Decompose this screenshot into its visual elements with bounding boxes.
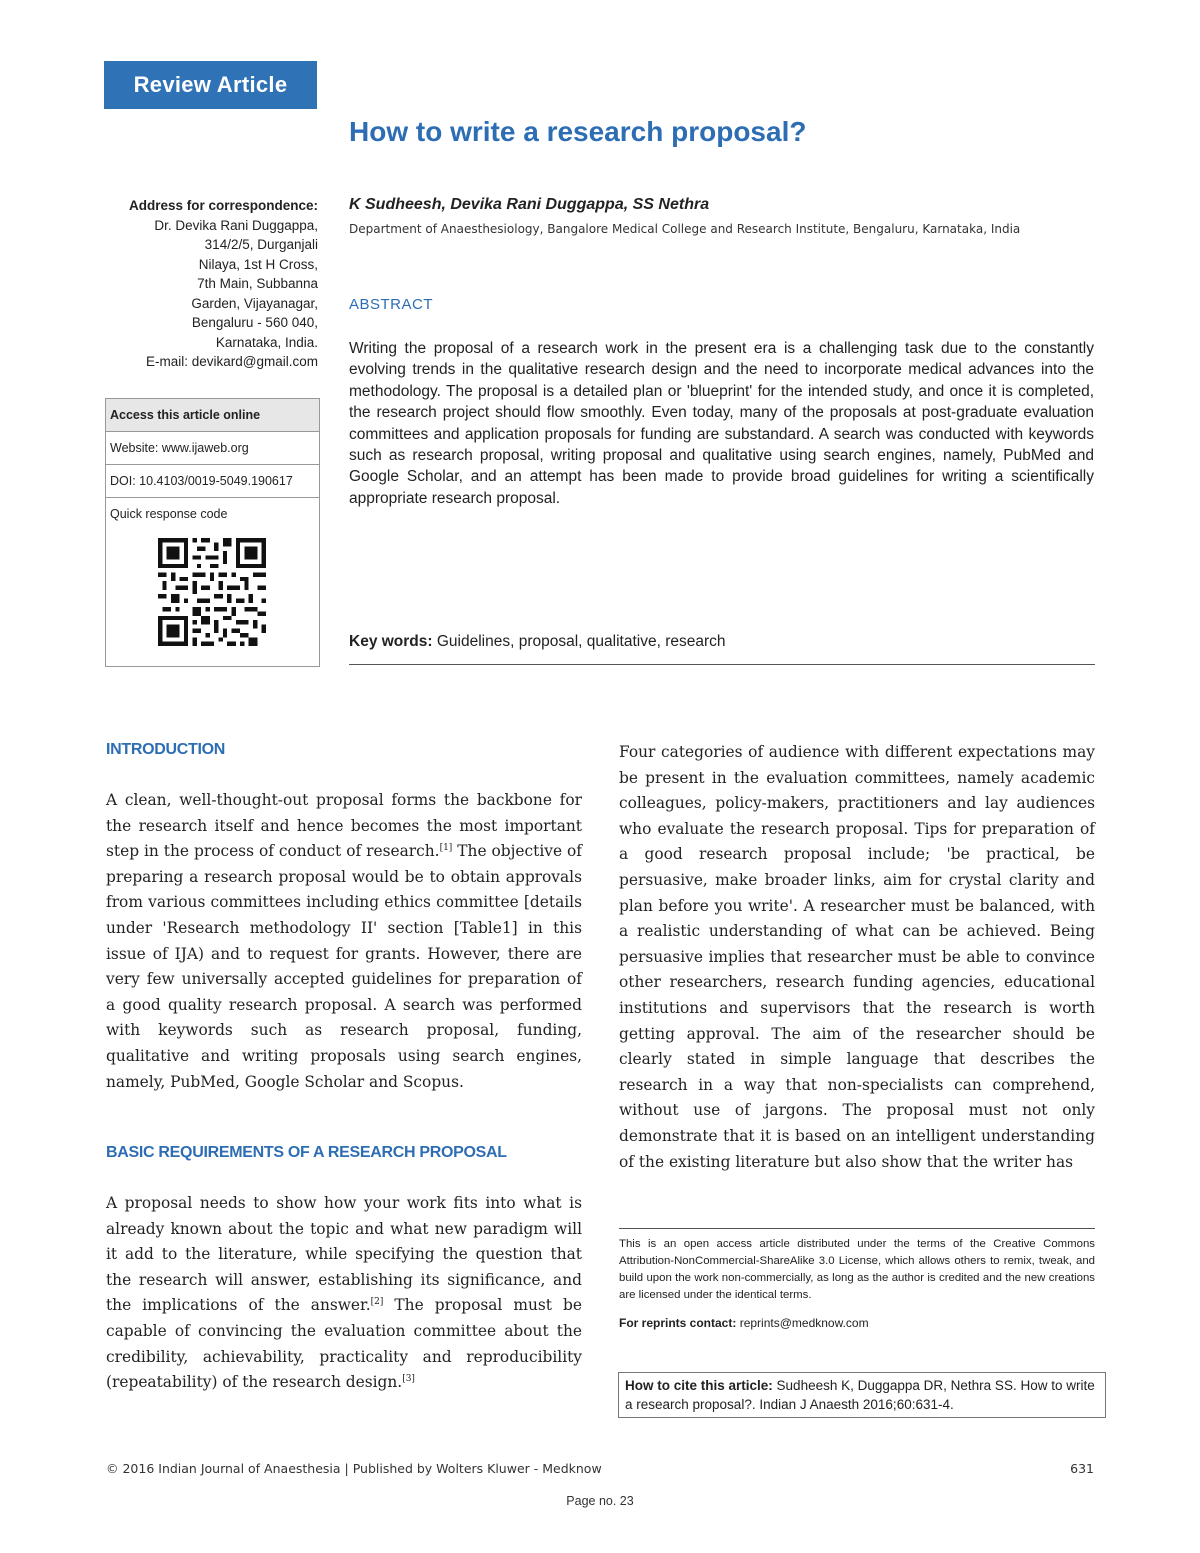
citation-text: Sudheesh K, Duggappa DR, Nethra SS. How to write a research proposal?. Indian J Anaesth 2016;60:631-4. <box>625 1378 1095 1412</box>
website-link[interactable]: Website: www.ijaweb.org <box>106 432 319 465</box>
page-footer <box>106 1461 1094 1476</box>
page-number: Page no. 23 <box>566 1494 634 1508</box>
author-list: K Sudheesh, Devika Rani Duggappa, SS Nethra <box>349 196 710 213</box>
address-line: Dr. Devika Rani Duggappa, <box>154 217 318 233</box>
intro-text-b: The objective of preparing a research proposal would be to obtain approvals from various committees including ethics committee [details under 'Research methodology II' section [Table1] in this issue of IJA) and to request for grants. However, there are very few universally accepted guidelines for preparation of a good quality research proposal. A search was performed with keywords such as research proposal, funding, qualitative and writing proposals using search engines, namely, PubMed, Google Scholar and Scopus. <box>106 842 582 1091</box>
qr-code-icon[interactable] <box>158 538 266 646</box>
keywords-text: Guidelines, proposal, qualitative, research <box>436 633 726 650</box>
divider <box>349 664 1095 665</box>
reprints-email[interactable]: reprints@medknow.com <box>739 1316 869 1330</box>
qr-label: Quick response code <box>110 507 228 521</box>
address-line: Garden, Vijayanagar, <box>191 295 318 311</box>
basic-requirements-paragraph <box>106 1191 582 1396</box>
abstract-text: Writing the proposal of a research work in the present era is a challenging task due to the constantly evolving trends in the qualitative research design and the need to incorporate medical advances into the methodology. The proposal is a detailed plan or 'blueprint' for the intended study, and once it is completed, the research project should flow smoothly. Even today, many of the proposals at post-graduate evaluation committees and application proposals for funding are substandard. A search was conducted with keywords such as research proposal, writing proposal and qualitative using search engines, namely, PubMed and Google Scholar, and an attempt has been made to provide broad guidelines for writing a scientifically appropriate research proposal. <box>349 340 1094 507</box>
citation-label: How to cite this article: <box>625 1378 773 1393</box>
address-line: 7th Main, Subbanna <box>197 276 318 291</box>
basic-requirements-heading: BASIC REQUIREMENTS OF A RESEARCH PROPOSAL <box>106 1144 507 1161</box>
address-line: 314/2/5, Durganjali <box>204 237 318 252</box>
reprints-label: For reprints contact: <box>619 1316 737 1330</box>
department-affiliation: Department of Anaesthesiology, Bangalore Medical College and Research Institute, Bengaluru, Karnataka, India <box>349 222 1021 236</box>
reference-3[interactable]: [3] <box>402 1374 415 1385</box>
abstract-heading: ABSTRACT <box>349 296 434 313</box>
citation-box <box>618 1372 1106 1418</box>
reference-1[interactable]: [1] <box>439 843 453 854</box>
license-note: This is an open access article distributed under the terms of the Creative Commons Attribution-NonCommercial-ShareAlike 3.0 License, which allows others to remix, tweak, and build upon the work non-commercially, as long as the author is credited and the new creations are licensed under the identical terms. <box>619 1238 1095 1301</box>
intro-paragraph <box>106 788 582 1095</box>
basic-text-a: A proposal needs to show how your work fits into what is already known about the topic and what new paradigm will it add to the literature, while specifying the question that the research will answer, establishing its significance, and the implications of the answer. <box>106 1194 582 1315</box>
article-type-badge: Review Article <box>104 61 317 109</box>
keywords <box>349 633 726 651</box>
email-line: E-mail: devikard@gmail.com <box>146 354 318 369</box>
correspondence-label: Address for correspondence: <box>128 198 318 213</box>
intro-text-a: A clean, well-thought-out proposal forms the backbone for the research itself and hence becomes the most important step in the process of conduct of research. <box>106 791 582 861</box>
article-title: How to write a research proposal? <box>349 116 807 147</box>
keywords-label: Key words: <box>349 633 433 650</box>
column-two-paragraph: Four categories of audience with different expectations may be present in the evaluation committees, namely academic colleagues, policy-makers, practitioners and lay audiences who evaluate the research proposal. Tips for preparation of a good research proposal include; 'be practical, be persuasive, make broader links, aim for crystal clarity and plan before you write'. A researcher must be balanced, with a realistic understanding of what can be achieved. Being persuasive implies that researcher must be able to convince other researchers, research funding agencies, educational institutions and supervisors that the research is worth getting approval. The aim of the researcher should be clearly stated in simple language that describes the research in a way that non-specialists can comprehend, without use of jargons. The proposal must not only demonstrate that it is based on an intelligent understanding of the existing literature but also show that the writer has <box>619 743 1095 1171</box>
doi-link[interactable]: DOI: 10.4103/0019-5049.190617 <box>106 465 319 498</box>
access-header: Access this article online <box>106 399 319 432</box>
address-line: Bengaluru - 560 040, <box>191 315 318 330</box>
address-line: Karnataka, India. <box>215 334 318 350</box>
footer-publisher: © 2016 Indian Journal of Anaesthesia | Published by Wolters Kluwer - Medknow <box>106 1461 602 1476</box>
address-line: Nilaya, 1st H Cross, <box>198 256 318 272</box>
basic-text-b: The proposal must be capable of convincing the evaluation committee about the credibility, achievability, practicality and reproducibility (repeatability) of the research design. <box>106 1296 582 1392</box>
access-box <box>105 398 320 667</box>
footer-page-number: 631 <box>1070 1461 1094 1476</box>
reprints-contact <box>619 1316 869 1330</box>
footnote-divider <box>619 1228 1095 1229</box>
correspondence-address <box>104 196 318 372</box>
reference-2[interactable]: [2] <box>370 1297 384 1308</box>
intro-heading: INTRODUCTION <box>106 741 226 758</box>
